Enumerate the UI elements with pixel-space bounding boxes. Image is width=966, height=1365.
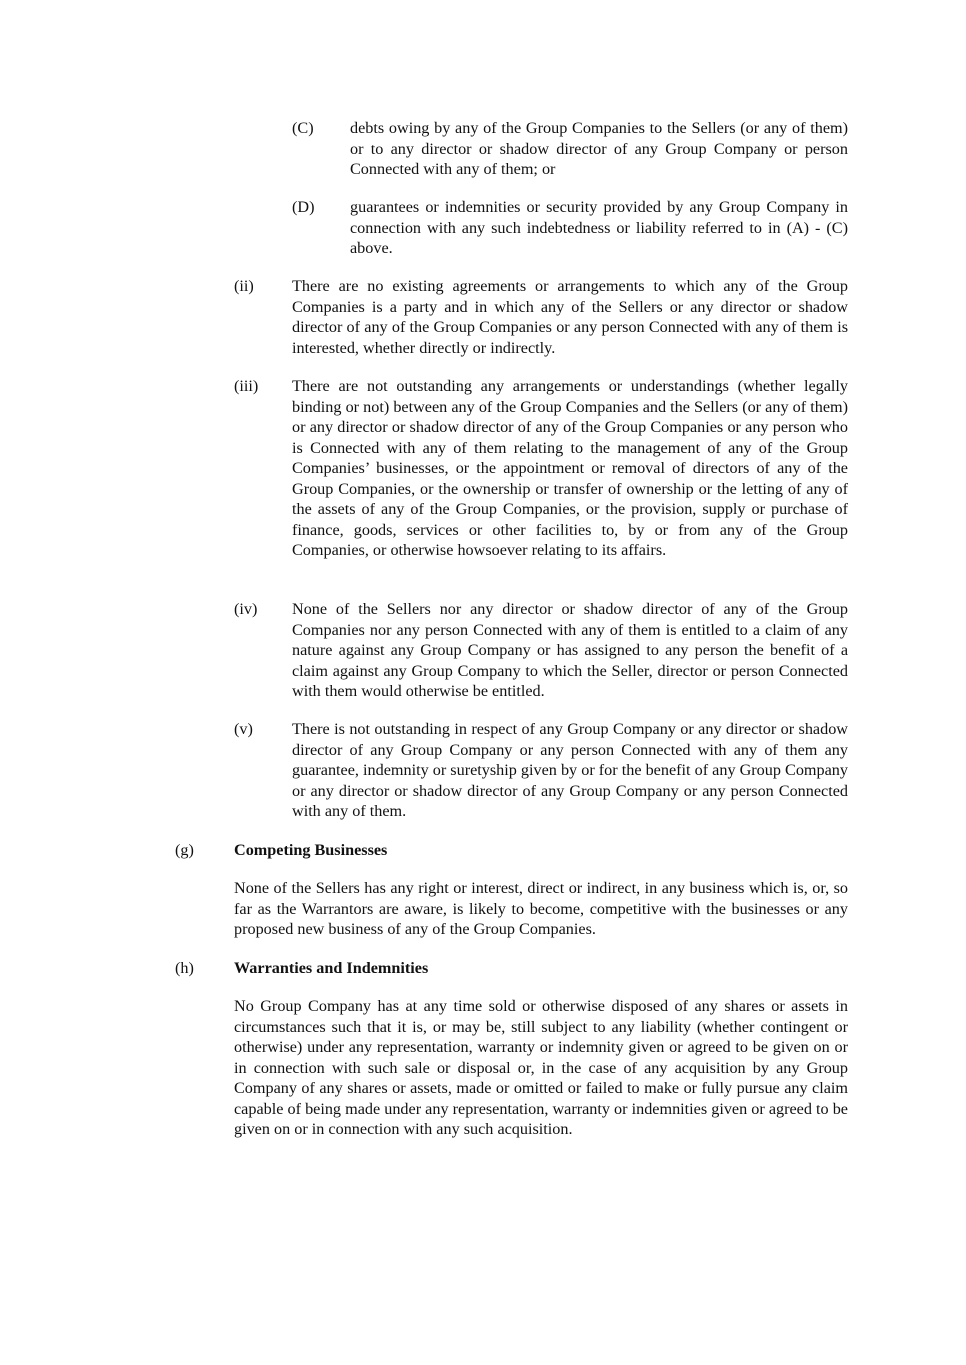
- section-title: Competing Businesses: [234, 841, 388, 859]
- item-text: debts owing by any of the Group Companies to the Sellers (or any of them) or to any director or shadow director of any Group Company or person Connected with any of them; or: [350, 119, 848, 178]
- item-text: There are not outstanding any arrangements or understandings (whether legally binding or not) between any of the Group Companies and the Sellers (or any of them) or any director or shadow director of any of the Group Companies or any person who is Connected with any of them relating to the management of any of the Group Companies’ businesses, or the appointment or removal of directors of any of the Group Companies, or the ownership or transfer of ownership or the letting of any of the assets of any of the Group Companies, or the provision, supply or purchase of finance, goods, services or other facilities to, by or from any of the Group Companies, or otherwise howsoever relating to its affairs.: [292, 377, 848, 559]
- item-text: There is not outstanding in respect of any Group Company or any director or shadow director of any Group Company or any person Connected with any of them any guarantee, indemnity or suretyship given by or for the benefit of any Group Company or any director or shadow director of any Group Company or any person Connected with any of them.: [292, 720, 848, 820]
- item-number: (ii): [234, 277, 254, 295]
- section-number: (h): [175, 959, 194, 977]
- item-number: (iv): [234, 600, 258, 618]
- item-number: (C): [292, 119, 314, 137]
- item-number: (D): [292, 198, 315, 216]
- section-number: (g): [175, 841, 194, 859]
- item-number: (v): [234, 720, 253, 738]
- section-h-body: No Group Company has at any time sold or otherwise disposed of any shares or assets in circumstances such that it is, or may be, still subject to any liability (whether contingent or otherwise) under any representation, warranty or indemnity given or agreed to be given on or in connection with such sale or disposal or, in the case of any acquisition by any Group Company of any shares or assets, made or omitted or failed to make or fully pursue any claim capable of being made under any representation, warranty or indemnities given or agreed to be given on or in connection with any such acquisition.: [234, 997, 848, 1138]
- item-text: guarantees or indemnities or security provided by any Group Company in connection with any such indebtedness or liability referred to in (A) - (C) above.: [350, 198, 848, 257]
- section-g-body: None of the Sellers has any right or interest, direct or indirect, in any business which is, or, so far as the Warrantors are aware, is likely to become, competitive with the businesses or any proposed new business of any of the Group Companies.: [234, 879, 848, 938]
- item-text: None of the Sellers nor any director or shadow director of any of the Group Companies nor any person Connected with any of them is entitled to a claim of any nature against any Group Company or has assigned to any person the benefit of a claim against any Group Company to which the Seller, director or person Connected with them would otherwise be entitled.: [292, 600, 848, 700]
- item-number: (iii): [234, 377, 259, 395]
- section-title: Warranties and Indemnities: [234, 959, 429, 977]
- item-text: There are no existing agreements or arrangements to which any of the Group Companies is a party and in which any of the Sellers or any director or shadow director of any of the Group Companies or any person Connected with any of them is interested, whether directly or indirectly.: [292, 277, 848, 357]
